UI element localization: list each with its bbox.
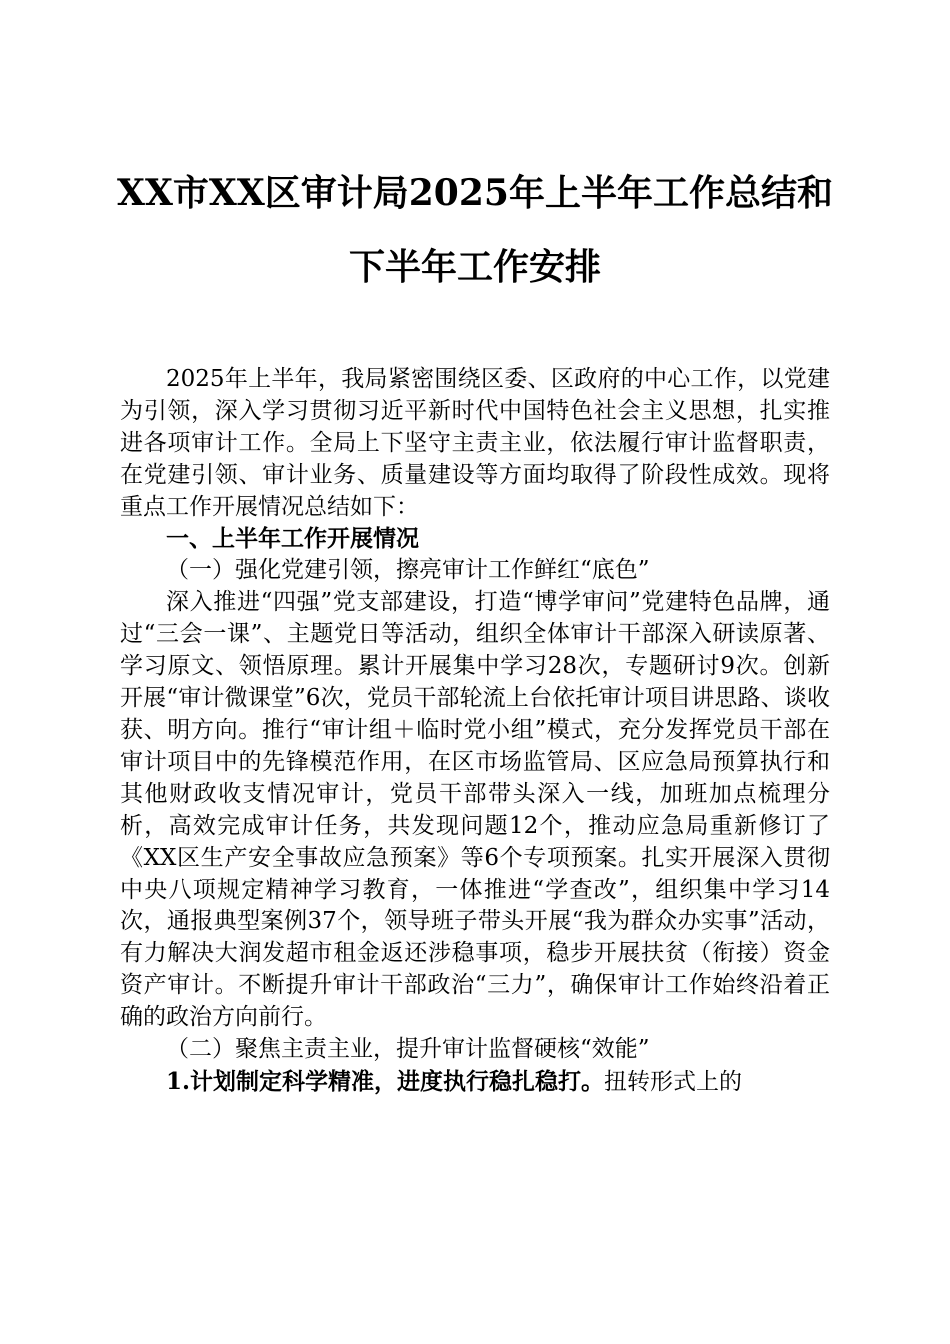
subsection-1-heading: （一）强化党建引领，擦亮审计工作鲜红“底色”: [166, 557, 650, 584]
item-1-lead: 1.计划制定科学精准，进度执行稳扎稳打。: [166, 1067, 605, 1095]
item-1-text: 扭转形式上的: [604, 1068, 743, 1095]
document-title-line-2: 下半年工作安排: [348, 246, 601, 288]
document-title-line-1: XX市XX区审计局2025年上半年工作总结和: [117, 172, 833, 214]
intro-paragraph: 2025年上半年，我局紧密围绕区委、区政府的中心工作，以党建为引领，深入学习贯彻习近平新时代中国特色社会主义思想，扎实推进各项审计工作。全局上下坚守主责主业，依法履行审计监督职责，在党建引领、审计业务、质量建设等方面均取得了阶段性成效。现将重点工作开展情况总结如下：: [120, 366, 830, 520]
subsection-1-paragraph: 深入推进“四强”党支部建设，打造“博学审问”党建特色品牌，通过“三会一课”、主题党日等活动，组织全体审计干部深入研读原著、学习原文、领悟原理。累计开展集中学习28次，专题研讨9次。创新开展“审计微课堂”6次，党员干部轮流上台依托审计项目讲思路、谈收获、明方向。推行“审计组＋临时党小组”模式，充分发挥党员干部在审计项目中的先锋模范作用，在区市场监管局、区应急局预算执行和其他财政收支情况审计，党员干部带头深入一线，加班加点梳理分析，高效完成审计任务，共发现问题12个，推动应急局重新修订了《XX区生产安全事故应急预案》等6个专项预案。扎实开展深入贯彻中央八项规定精神学习教育，一体推进“学查改”，组织集中学习14次，通报典型案例37个，领导班子带头开展“我为群众办实事”活动，有力解决大润发超市租金返还涉稳事项，稳步开展扶贫（衔接）资金资产审计。不断提升审计干部政治“三力”，确保审计工作始终沿着正确的政治方向前行。: [120, 589, 830, 1031]
item-1-paragraph: [120, 1066, 830, 1099]
section-1-heading: 一、上半年工作开展情况: [166, 525, 419, 552]
document-body: [120, 364, 830, 1099]
subsection-2-heading: （二）聚焦主责主业，提升审计监督硬核“效能”: [166, 1036, 650, 1063]
